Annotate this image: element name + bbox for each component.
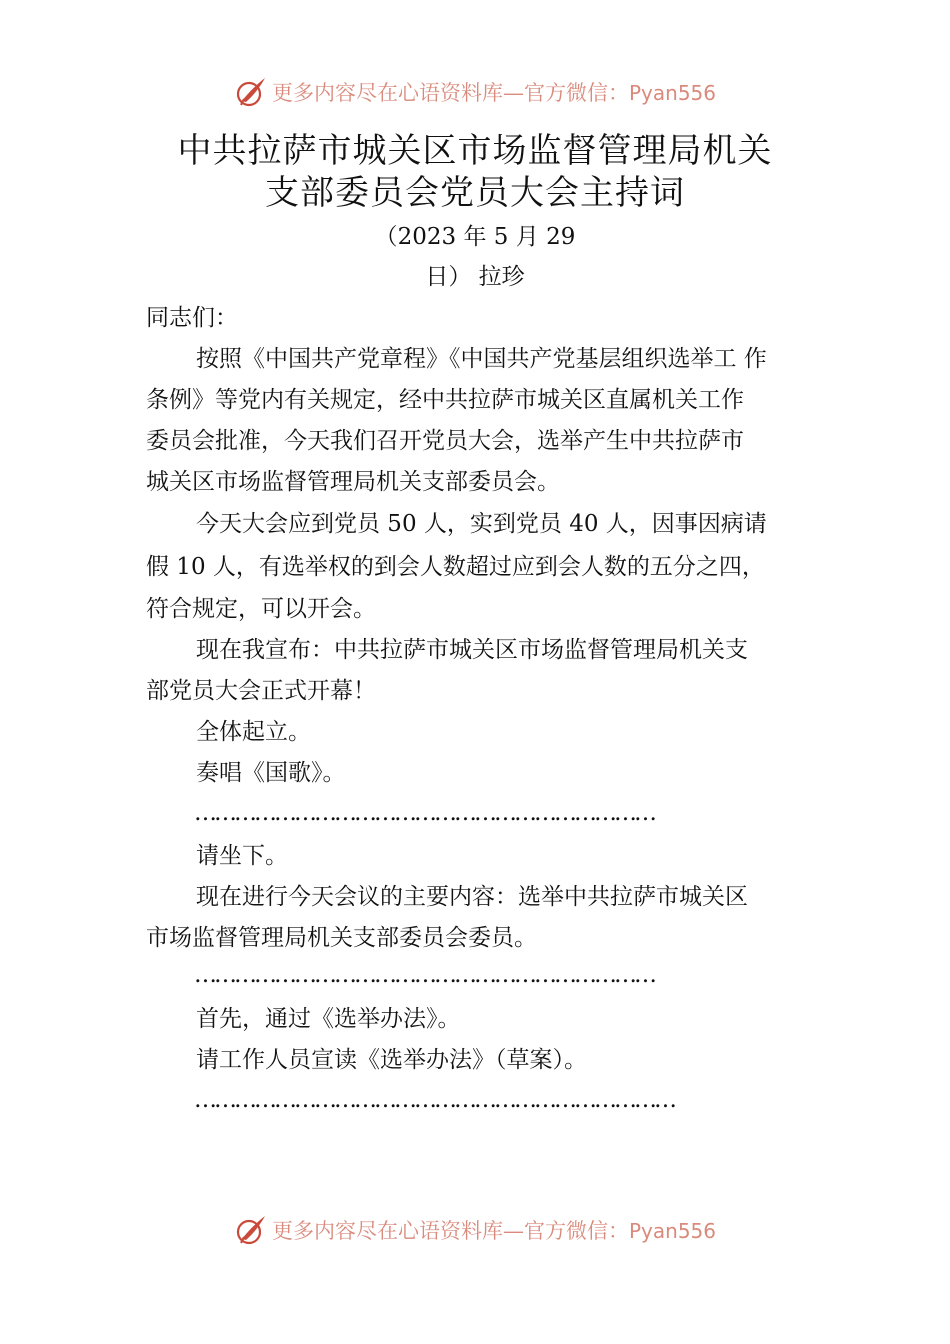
watermark-text <box>272 1215 716 1245</box>
paragraph-9: 请工作人员宣读《选举办法》（草案）。 <box>196 1047 587 1073</box>
header-watermark <box>0 72 950 112</box>
document-title-line-2: 支部委员会党员大会主持词 <box>265 173 685 213</box>
watermark-label: 官方微信： <box>523 81 629 105</box>
paragraph-2-line-2: 假 10 人，有选举权的到会人数超过应到会人数的五分之四， <box>146 554 765 580</box>
paragraph-2-line-3: 符合规定，可以开会。 <box>146 596 376 622</box>
paragraph-1-line-4: 城关区市场监督管理局机关支部委员会。 <box>146 469 560 495</box>
watermark-wechat-id: Pyan556 <box>628 1219 716 1243</box>
date-line-2: 日） 拉珍 <box>425 264 525 290</box>
paragraph-7-line-2: 市场监督管理局机关支部委员会委员。 <box>146 925 537 951</box>
salutation: 同志们： <box>146 305 238 331</box>
paragraph-3-line-2: 部党员大会正式开幕！ <box>146 678 376 704</box>
paragraph-8: 首先，通过《选举办法》。 <box>196 1006 461 1032</box>
watermark-text <box>272 77 716 107</box>
date-line-1: （2023 年 5 月 29 <box>374 224 576 250</box>
paragraph-4: 全体起立。 <box>196 719 311 745</box>
paragraph-3-line-1: 现在我宣布：中共拉萨市城关区市场监督管理局机关支 <box>196 637 748 663</box>
watermark-label: 官方微信： <box>523 1219 629 1243</box>
ellipsis-divider-3: ……………………………………………………………… <box>194 1087 674 1113</box>
watermark-wechat-id: Pyan556 <box>628 81 716 105</box>
quill-pen-logo-icon <box>234 1213 268 1247</box>
ellipsis-divider-2: …………………………………………………………… <box>194 962 654 988</box>
document-title-line-1: 中共拉萨市城关区市场监督管理局机关 <box>177 131 773 171</box>
paragraph-1-line-1: 按照《中国共产党章程》《中国共产党基层组织选举工 作 <box>196 346 767 372</box>
ellipsis-divider-1: …………………………………………………………… <box>194 800 654 826</box>
paragraph-7-line-1: 现在进行今天会议的主要内容：选举中共拉萨市城关区 <box>196 884 748 910</box>
paragraph-6: 请坐下。 <box>196 843 288 869</box>
paragraph-5: 奏唱《国歌》。 <box>196 760 346 786</box>
watermark-site-name: 更多内容尽在心语资料库 <box>271 1219 503 1243</box>
quill-pen-logo-icon <box>234 75 268 109</box>
watermark-separator: — <box>502 81 524 105</box>
footer-watermark <box>0 1210 950 1250</box>
paragraph-1-line-2: 条例》等党内有关规定，经中共拉萨市城关区直属机关工作 <box>146 387 744 413</box>
watermark-site-name: 更多内容尽在心语资料库 <box>271 81 503 105</box>
paragraph-1-line-3: 委员会批准，今天我们召开党员大会，选举产生中共拉萨市 <box>146 428 744 454</box>
watermark-separator: — <box>502 1219 524 1243</box>
paragraph-2-line-1: 今天大会应到党员 50 人，实到党员 40 人，因事因病请 <box>196 511 767 537</box>
